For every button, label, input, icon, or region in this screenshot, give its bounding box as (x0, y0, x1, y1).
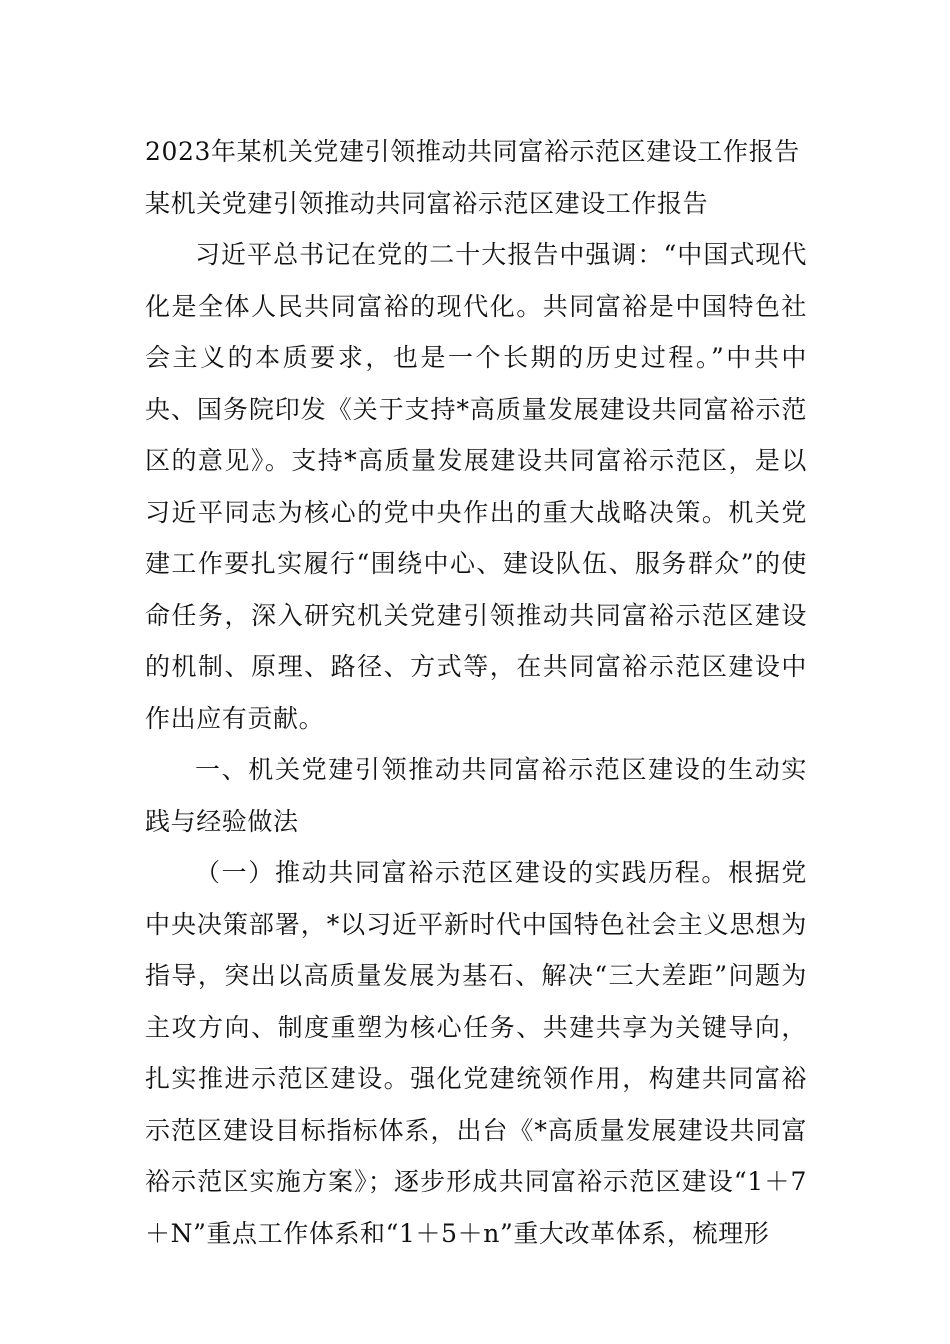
document-title: 2023年某机关党建引领推动共同富裕示范区建设工作报告 (145, 137, 800, 166)
document-body (145, 126, 807, 1259)
subsection-paragraph-1: （一）推动共同富裕示范区建设的实践历程。根据党中央决策部署，*以习近平新时代中国特色社会主义思想为指导，突出以高质量发展为基石、解决“三大差距”问题为主攻方向、制度重塑为核心任务、共建共享为关键导向，扎实推进示范区建设。强化党建统领作用，构建共同富裕示范区建设目标指标体系，出台《*高质量发展建设共同富裕示范区实施方案》；逐步形成共同富裕示范区建设“1＋7＋N”重点工作体系和“1＋5＋n”重大改革体系，梳理形 (145, 858, 807, 1248)
section-heading-1: 一、机关党建引领推动共同富裕示范区建设的生动实践与经验做法 (145, 755, 807, 836)
document-subtitle: 某机关党建引领推动共同富裕示范区建设工作报告 (145, 188, 709, 218)
intro-paragraph: 习近平总书记在党的二十大报告中强调：“中国式现代化是全体人民共同富裕的现代化。共同富裕是中国特色社会主义的本质要求，也是一个长期的历史过程。”中共中央、国务院印发《关于支持*高质量发展建设共同富裕示范区的意见》。支持*高质量发展建设共同富裕示范区，是以习近平同志为核心的党中央作出的重大战略决策。机关党建工作要扎实履行“围绕中心、建设队伍、服务群众”的使命任务，深入研究机关党建引领推动共同富裕示范区建设的机制、原理、路径、方式等，在共同富裕示范区建设中作出应有贡献。 (145, 240, 807, 733)
